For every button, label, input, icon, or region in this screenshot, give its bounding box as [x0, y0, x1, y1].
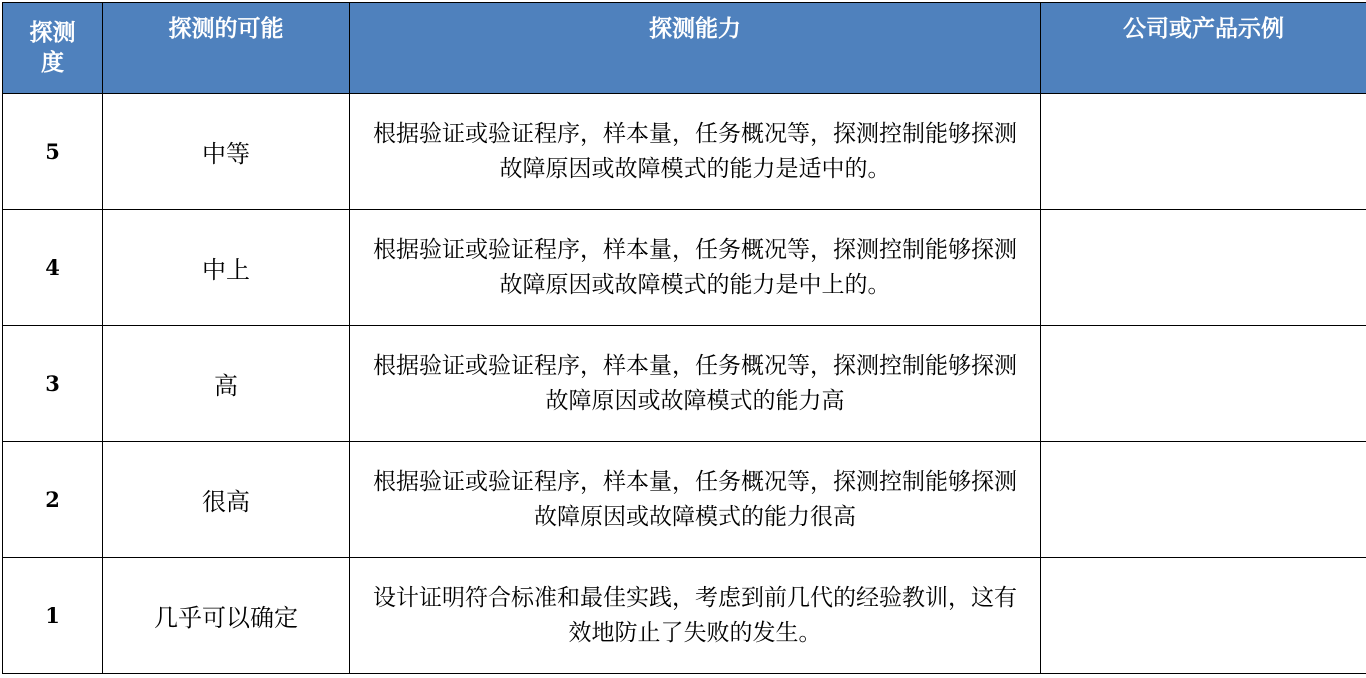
detection-likelihood-cell: 中上 [103, 210, 350, 326]
detection-degree-cell: 3 [3, 326, 103, 442]
detection-ability-cell [350, 94, 1041, 210]
company-example-cell [1041, 210, 1366, 326]
detection-ability-text: 根据验证或验证程序，样本量，任务概况等，探测控制能够探测故障原因或故障模式的能力高 [373, 352, 1017, 414]
header-company-example [1041, 3, 1366, 94]
table-header-row [3, 3, 1366, 94]
detection-likelihood-cell: 很高 [103, 442, 350, 558]
table-row [3, 210, 1366, 326]
detection-likelihood-cell: 中等 [103, 94, 350, 210]
header-detection-degree-label: 探测度 [29, 20, 76, 76]
detection-degree-cell: 4 [3, 210, 103, 326]
header-detection-ability [350, 3, 1041, 94]
detection-degree-cell: 5 [3, 94, 103, 210]
detection-ability-text: 根据验证或验证程序，样本量，任务概况等，探测控制能够探测故障原因或故障模式的能力很高 [373, 468, 1017, 530]
detection-ability-cell [350, 558, 1041, 674]
header-detection-ability-label: 探测能力 [649, 16, 741, 42]
company-example-cell [1041, 558, 1366, 674]
detection-degree-cell: 1 [3, 558, 103, 674]
detection-ability-text: 根据验证或验证程序，样本量，任务概况等，探测控制能够探测故障原因或故障模式的能力是适中的。 [373, 120, 1017, 182]
company-example-cell [1041, 94, 1366, 210]
detection-ability-text: 设计证明符合标准和最佳实践，考虑到前几代的经验教训，这有效地防止了失败的发生。 [373, 584, 1017, 646]
header-detection-likelihood-label: 探测的可能 [168, 16, 284, 42]
company-example-cell [1041, 326, 1366, 442]
detection-likelihood-cell: 高 [103, 326, 350, 442]
header-detection-degree [3, 3, 103, 94]
header-detection-likelihood [103, 3, 350, 94]
detection-ability-cell [350, 210, 1041, 326]
table-row [3, 558, 1366, 674]
header-company-example-label: 公司或产品示例 [1123, 16, 1284, 42]
table-row [3, 326, 1366, 442]
table-row [3, 94, 1366, 210]
detection-ability-cell [350, 326, 1041, 442]
detection-degree-cell: 2 [3, 442, 103, 558]
table-row [3, 442, 1366, 558]
detection-ability-text: 根据验证或验证程序，样本量，任务概况等，探测控制能够探测故障原因或故障模式的能力是中上的。 [373, 236, 1017, 298]
detection-rating-table [2, 2, 1366, 674]
detection-likelihood-cell: 几乎可以确定 [103, 558, 350, 674]
detection-ability-cell [350, 442, 1041, 558]
company-example-cell [1041, 442, 1366, 558]
